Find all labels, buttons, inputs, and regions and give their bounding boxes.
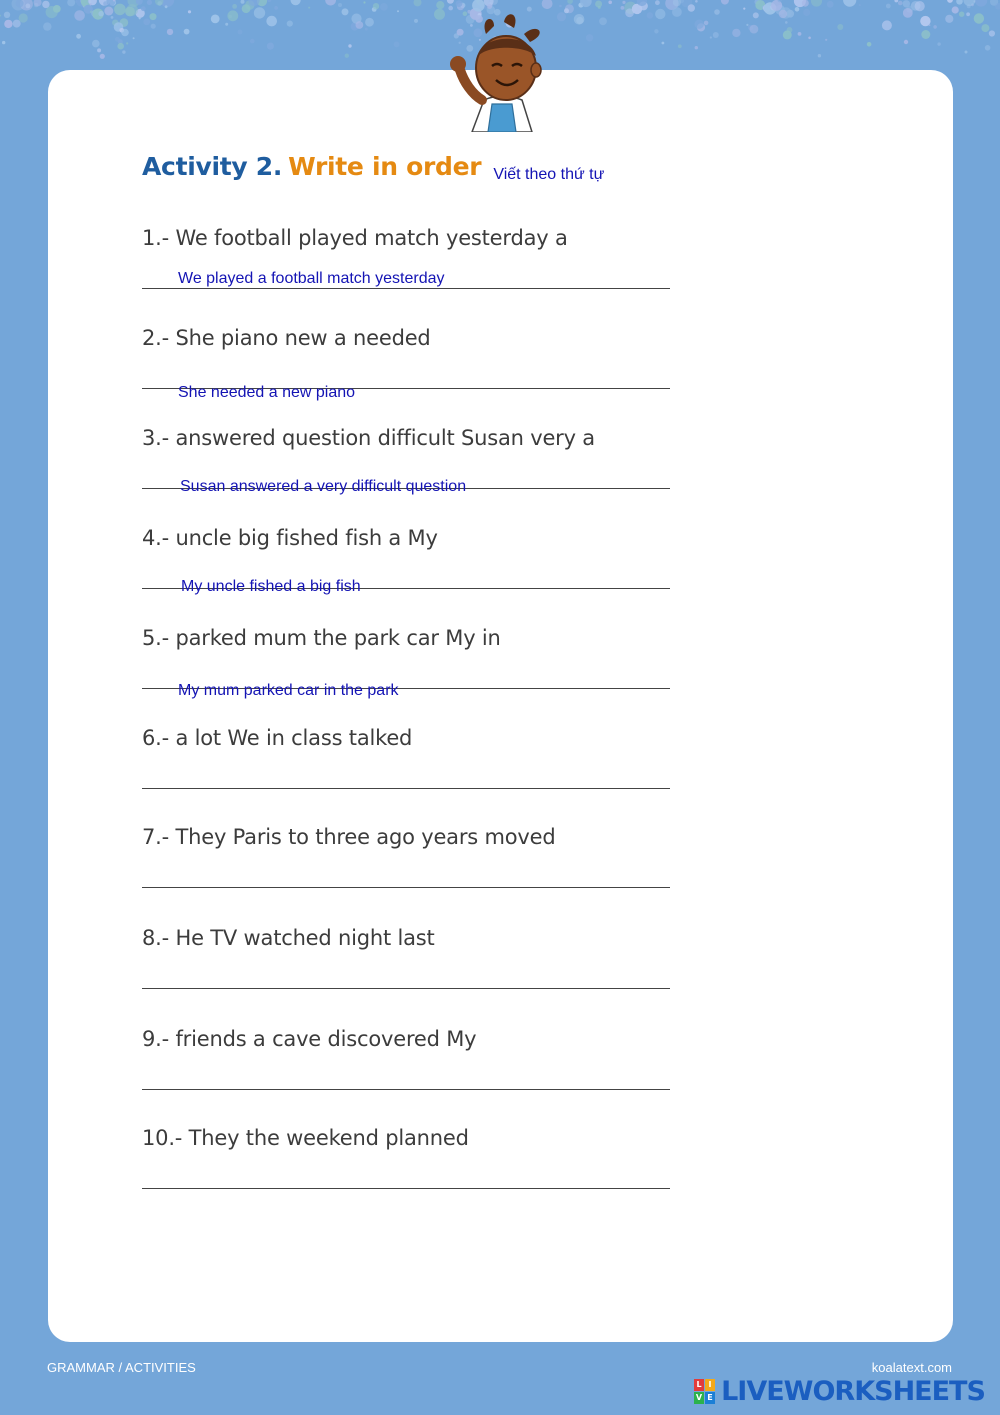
decorative-dot xyxy=(974,13,984,23)
activity-number: Activity 2. xyxy=(142,152,283,181)
decorative-dot xyxy=(608,1,612,5)
exercise-prompt: 3.- answered question difficult Susan very a xyxy=(142,426,595,450)
decorative-dot xyxy=(348,44,351,47)
decorative-dot xyxy=(625,8,634,17)
exercise-prompt: 6.- a lot We in class talked xyxy=(142,726,413,750)
decorative-dot xyxy=(598,6,601,9)
exercise-prompt: 4.- uncle big fished fish a My xyxy=(142,526,438,550)
decorative-dot xyxy=(695,0,698,3)
decorative-dot xyxy=(121,29,129,37)
decorative-dot xyxy=(2,41,5,44)
decorative-dot xyxy=(141,6,146,11)
exercise-item-8 xyxy=(142,926,672,1006)
decorative-dot xyxy=(959,12,964,17)
decorative-dot xyxy=(704,21,709,26)
decorative-dot xyxy=(267,43,274,50)
decorative-dot xyxy=(882,20,892,30)
exercise-item-9 xyxy=(142,1027,672,1107)
answer-line xyxy=(142,887,670,888)
decorative-dot xyxy=(150,13,157,20)
decorative-dot xyxy=(802,0,809,7)
exercise-item-4 xyxy=(142,526,672,606)
decorative-dot xyxy=(743,8,745,10)
decorative-dot xyxy=(111,16,114,19)
decorative-dot xyxy=(965,51,968,54)
decorative-dot xyxy=(100,54,105,59)
decorative-dot xyxy=(599,17,607,25)
decorative-dot xyxy=(746,24,748,26)
decorative-dot xyxy=(678,44,682,48)
decorative-dot xyxy=(325,0,336,6)
decorative-dot xyxy=(211,15,220,24)
exercise-prompt: 10.- They the weekend planned xyxy=(142,1126,469,1150)
decorative-dot xyxy=(291,0,301,5)
decorative-dot xyxy=(688,4,695,11)
decorative-dot xyxy=(456,0,463,7)
decorative-dot xyxy=(114,4,126,16)
decorative-dot xyxy=(753,12,759,18)
decorative-dot xyxy=(254,7,265,18)
decorative-dot xyxy=(655,9,665,19)
exercise-prompt: 7.- They Paris to three ago years moved xyxy=(142,825,556,849)
decorative-dot xyxy=(567,0,573,4)
decorative-dot xyxy=(559,5,562,8)
answer-line xyxy=(142,988,670,989)
decorative-dot xyxy=(380,3,388,11)
decorative-dot xyxy=(952,6,959,13)
footer-section-label: GRAMMAR / ACTIVITIES xyxy=(47,1360,196,1375)
decorative-dot xyxy=(308,7,310,9)
decorative-dot xyxy=(933,25,937,29)
exercise-item-7 xyxy=(142,825,672,905)
activity-title: Write in order xyxy=(288,152,482,181)
decorative-dot xyxy=(837,24,843,30)
decorative-dot xyxy=(338,3,342,7)
exercise-prompt: 5.- parked mum the park car My in xyxy=(142,626,501,650)
decorative-dot xyxy=(714,9,720,15)
decorative-dot xyxy=(42,1,49,8)
decorative-dot xyxy=(586,34,593,41)
decorative-dot xyxy=(267,0,271,2)
decorative-dot xyxy=(928,24,930,26)
decorative-dot xyxy=(710,36,712,38)
exercise-item-1 xyxy=(142,226,672,306)
decorative-dot xyxy=(903,8,913,18)
exercise-item-10 xyxy=(142,1126,672,1206)
exercise-item-2 xyxy=(142,326,672,406)
decorative-dot xyxy=(250,39,255,44)
decorative-dot xyxy=(808,37,811,40)
decorative-dot xyxy=(713,32,719,38)
decorative-dot xyxy=(956,0,963,5)
decorative-dot xyxy=(26,4,31,9)
decorative-dot xyxy=(151,24,156,29)
answer-field[interactable]: She needed a new piano xyxy=(178,384,356,401)
answer-line xyxy=(142,1188,670,1189)
decorative-dot xyxy=(937,42,940,45)
answer-field[interactable]: Susan answered a very difficult question xyxy=(180,478,467,495)
decorative-dot xyxy=(74,10,85,21)
waving-child-mascot-icon xyxy=(442,8,562,132)
decorative-dot xyxy=(287,21,293,27)
decorative-dot xyxy=(843,0,856,7)
decorative-dot xyxy=(75,0,78,3)
decorative-dot xyxy=(622,1,625,4)
decorative-dot xyxy=(76,34,81,39)
decorative-dot xyxy=(227,10,238,21)
decorative-dot xyxy=(898,1,903,6)
decorative-dot xyxy=(672,7,682,17)
decorative-dot xyxy=(241,0,245,4)
decorative-dot xyxy=(903,0,910,7)
decorative-dot xyxy=(695,20,704,29)
liveworksheets-logo[interactable] xyxy=(694,1376,985,1406)
decorative-dot xyxy=(915,1,925,11)
decorative-dot xyxy=(356,21,364,29)
decorative-dot xyxy=(779,10,787,18)
decorative-dot xyxy=(373,3,379,9)
logo-badge-icon: L I V E xyxy=(694,1379,716,1405)
decorative-dot xyxy=(363,1,365,3)
decorative-dot xyxy=(126,4,138,16)
decorative-dot xyxy=(143,19,150,26)
decorative-dot xyxy=(989,30,995,36)
decorative-dot xyxy=(13,20,21,28)
decorative-dot xyxy=(92,40,100,48)
decorative-dot xyxy=(19,13,28,22)
decorative-dot xyxy=(345,54,349,58)
exercise-prompt: 1.- We football played match yesterday a xyxy=(142,226,568,250)
decorative-dot xyxy=(122,50,125,53)
decorative-dot xyxy=(232,4,237,9)
exercise-item-6 xyxy=(142,726,672,806)
decorative-dot xyxy=(732,29,740,37)
decorative-dot xyxy=(117,43,124,50)
answer-field[interactable]: We played a football match yesterday xyxy=(178,270,445,287)
decorative-dot xyxy=(365,18,374,27)
activity-subtitle: Viết theo thứ tự xyxy=(493,166,605,183)
decorative-dot xyxy=(564,8,569,13)
decorative-dot xyxy=(818,54,821,57)
decorative-dot xyxy=(981,24,989,32)
decorative-dot xyxy=(921,30,930,39)
decorative-dot xyxy=(904,40,908,44)
exercise-prompt: 8.- He TV watched night last xyxy=(142,926,435,950)
activity-heading xyxy=(142,152,604,192)
decorative-dot xyxy=(576,17,583,24)
logo-text: LIVEWORKSHEETS xyxy=(721,1376,985,1407)
exercise-prompt: 9.- friends a cave discovered My xyxy=(142,1027,477,1051)
decorative-dot xyxy=(867,42,872,47)
decorative-dot xyxy=(945,15,953,23)
decorative-dot xyxy=(165,5,168,8)
decorative-dot xyxy=(43,22,51,30)
decorative-dot xyxy=(721,0,729,5)
decorative-dot xyxy=(750,25,759,34)
decorative-dot xyxy=(115,37,120,42)
decorative-dot xyxy=(184,29,190,35)
answer-line xyxy=(142,788,670,789)
decorative-dot xyxy=(795,7,800,12)
decorative-dot xyxy=(647,12,654,19)
decorative-dot xyxy=(825,39,827,41)
decorative-dot xyxy=(147,0,152,5)
decorative-dot xyxy=(827,1,834,8)
decorative-dot xyxy=(985,45,991,51)
decorative-dot xyxy=(414,19,418,23)
decorative-dot xyxy=(53,5,61,13)
decorative-dot xyxy=(139,17,141,19)
decorative-dot xyxy=(695,46,698,49)
decorative-dot xyxy=(98,11,104,17)
answer-field[interactable]: My mum parked car in the park xyxy=(178,682,399,699)
decorative-dot xyxy=(655,0,660,5)
decorative-dot xyxy=(365,28,368,31)
decorative-dot xyxy=(654,29,658,33)
decorative-dot xyxy=(966,12,970,16)
decorative-dot xyxy=(167,29,173,35)
decorative-dot xyxy=(188,10,191,13)
decorative-dot xyxy=(894,0,898,2)
decorative-dot xyxy=(4,20,12,28)
decorative-dot xyxy=(342,8,349,15)
decorative-dot xyxy=(67,0,75,6)
decorative-dot xyxy=(947,0,953,3)
answer-field[interactable]: My uncle fished a big fish xyxy=(181,578,361,595)
decorative-dot xyxy=(0,15,1,17)
decorative-dot xyxy=(238,30,243,35)
decorative-dot xyxy=(447,0,454,4)
decorative-dot xyxy=(97,48,101,52)
exercise-item-3 xyxy=(142,426,672,506)
decorative-dot xyxy=(242,4,251,13)
decorative-dot xyxy=(811,0,822,7)
decorative-dot xyxy=(274,6,278,10)
footer-site-link[interactable]: koalatext.com xyxy=(871,1360,952,1375)
decorative-dot xyxy=(4,12,10,18)
exercise-item-5 xyxy=(142,626,672,706)
decorative-dot xyxy=(394,41,400,47)
decorative-dot xyxy=(104,7,113,16)
exercise-prompt: 2.- She piano new a needed xyxy=(142,326,431,350)
decorative-dot xyxy=(225,23,228,26)
decorative-dot xyxy=(785,21,788,24)
decorative-dot xyxy=(859,4,861,6)
decorative-dot xyxy=(414,0,422,6)
decorative-dot xyxy=(133,37,135,39)
answer-line xyxy=(142,1089,670,1090)
decorative-dot xyxy=(397,10,399,12)
decorative-dot xyxy=(798,32,802,36)
decorative-dot xyxy=(89,3,91,5)
decorative-dot xyxy=(803,9,810,16)
decorative-dot xyxy=(266,16,277,27)
decorative-dot xyxy=(662,42,665,45)
decorative-dot xyxy=(621,6,625,10)
answer-line xyxy=(142,288,670,289)
decorative-dot xyxy=(126,42,128,44)
decorative-dot xyxy=(886,4,891,9)
decorative-dot xyxy=(787,27,793,33)
decorative-dot xyxy=(975,0,987,7)
